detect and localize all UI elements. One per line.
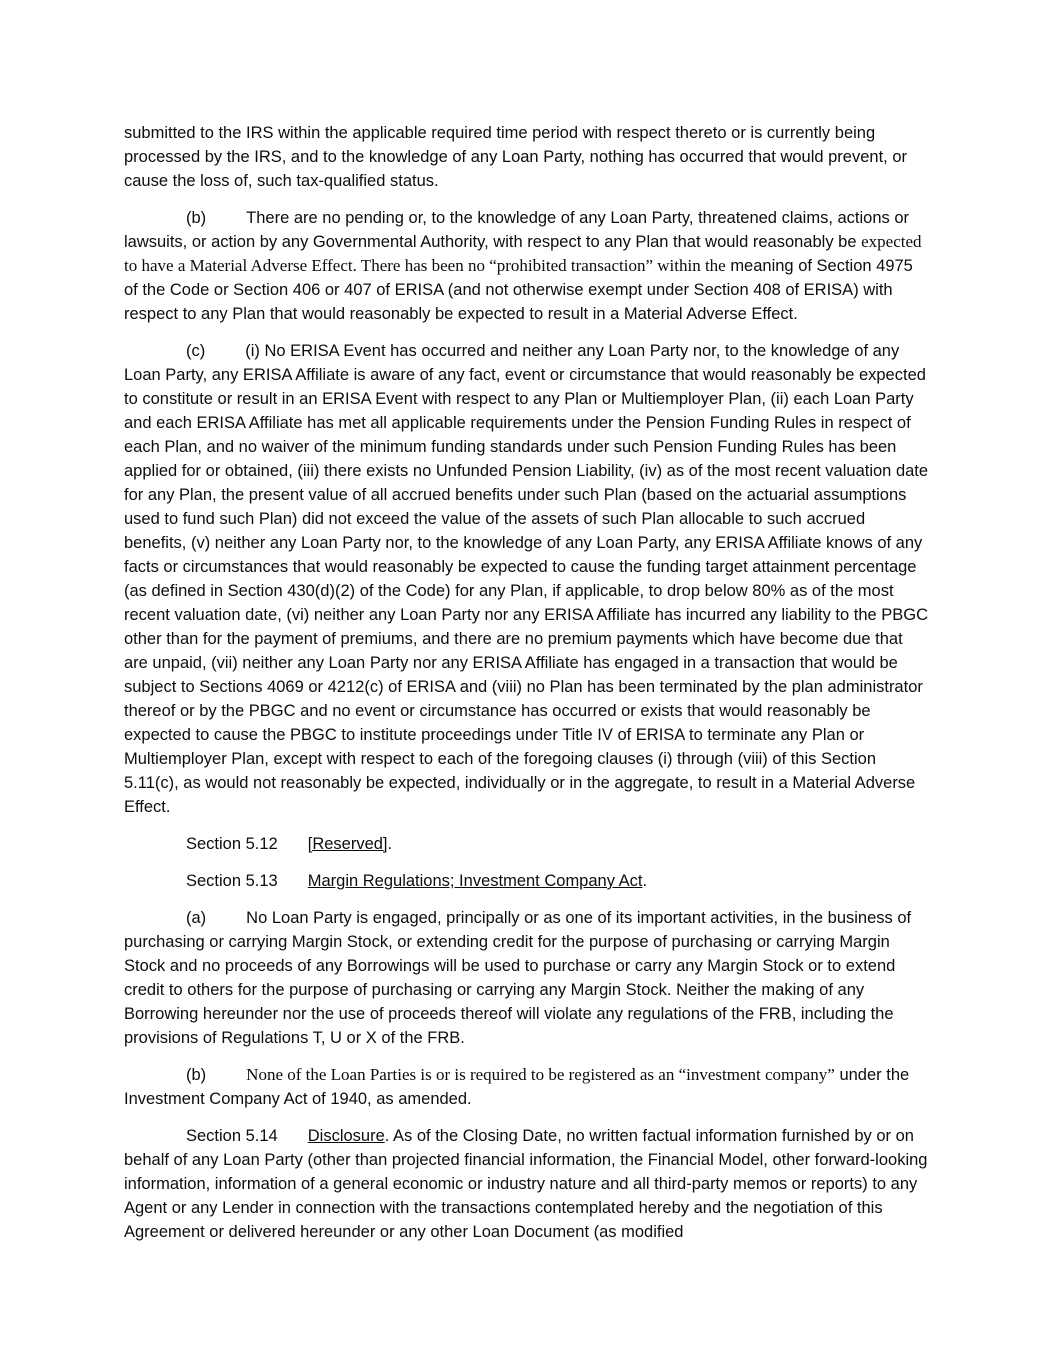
clause-label: (b): [186, 209, 207, 227]
first-line-indent: [124, 355, 186, 356]
paragraph-text: meaning of Section 4975 of the Code or Section 406 or 407 of ERISA (and not otherwise exempt under Section 408 of ERISA) with respect to any Plan that would reasonably be expected to result in a Material Adverse Effect.: [124, 257, 913, 323]
paragraph-5-13-b: [124, 1063, 930, 1111]
first-line-indent: [124, 848, 186, 849]
paragraph-text: submitted to the IRS within the applicable required time period with respect thereto or is currently being processed by the IRS, and to the knowledge of any Loan Party, nothing has occurred that would prevent, or cause the loss of, such tax-qualified status.: [124, 124, 908, 190]
paragraph-5-11-c: [124, 339, 930, 819]
clause-label: (c): [186, 342, 206, 360]
tab-spacer: [278, 885, 308, 886]
paragraph-text: under the Investment Company Act of 1940, as amended.: [124, 1066, 910, 1108]
section-heading-5-13: [124, 869, 930, 893]
tab-spacer: [206, 1079, 246, 1080]
paragraph-5-13-a: [124, 906, 930, 1050]
tab-spacer: [206, 222, 246, 223]
tab-spacer: [278, 1140, 308, 1141]
first-line-indent: [124, 1140, 186, 1141]
paragraph-text-serif: None of the Loan Parties is or is required to be registered as an “investment company”: [246, 1065, 835, 1084]
section-title-period: .: [642, 872, 648, 890]
section-heading-5-12: [124, 832, 930, 856]
section-title-period: .: [387, 835, 393, 853]
paragraph-5-14: [124, 1124, 930, 1244]
paragraph-text-serif: expected to have a Material Adverse Effect. There has been no “prohibited transaction” within the: [124, 232, 922, 275]
first-line-indent: [124, 222, 186, 223]
paragraph-text: . As of the Closing Date, no written factual information furnished by or on behalf of any Loan Party (other than projected financial information, the Financial Model, other forward-looking information, information of a general economic or industry nature and all third-party memos or reports) to any Agent or any Lender in connection with the transactions contemplated hereby and the negotiation of this Agreement or delivered hereunder or any other Loan Document (as modified: [124, 1127, 928, 1241]
paragraph-text: (i) No ERISA Event has occurred and neither any Loan Party nor, to the knowledge of any Loan Party, any ERISA Affiliate is aware of any fact, event or circumstance that would reasonably be expected to constitute or result in an ERISA Event with respect to any Plan or Multiemployer Plan, (ii) each Loan Party and each ERISA Affiliate has met all applicable requirements under the Pension Funding Rules in respect of each Plan, and no waiver of the minimum funding standards under such Pension Funding Rules has been applied for or obtained, (iii) there exists no Unfunded Pension Liability, (iv) as of the most recent valuation date for any Plan, the present value of all accrued benefits under such Plan (based on the actuarial assumptions used to fund such Plan) did not exceed the value of the assets of such Plan allocable to such accrued benefits, (v) neither any Loan Party nor, to the knowledge of any Loan Party, any ERISA Affiliate knows of any facts or circumstances that would reasonably be expected to cause the funding target attainment percentage (as defined in Section 430(d)(2) of the Code) for any Plan, if applicable, to drop below 80% as of the most recent valuation date, (vi) neither any Loan Party nor any ERISA Affiliate has incurred any liability to the PBGC other than for the payment of premiums, and there are no premium payments which have become due that are unpaid, (vii) neither any Loan Party nor any ERISA Affiliate has engaged in a transaction that would be subject to Sections 4069 or 4212(c) of ERISA and (viii) no Plan has been terminated by the plan administrator thereof or by the PBGC and no event or circumstance has occurred or exists that would reasonably be expected to cause the PBGC to institute proceedings under Title IV of ERISA to terminate any Plan or Multiemployer Plan, except with respect to each of the foregoing clauses (i) through (viii) of this Section 5.11(c), as would not reasonably be expected, individually or in the aggregate, to result in a Material Adverse Effect.: [124, 342, 929, 816]
section-title: Disclosure: [307, 1127, 385, 1145]
section-number: Section 5.14: [186, 1127, 278, 1145]
paragraph-5-11-b: [124, 206, 930, 326]
clause-label: (b): [186, 1066, 207, 1084]
paragraph-text: There are no pending or, to the knowledge of any Loan Party, threatened claims, actions or lawsuits, or action by any Governmental Authority, with respect to any Plan that would reasonably be: [124, 209, 910, 251]
section-title: Margin Regulations; Investment Company Act: [307, 872, 643, 890]
first-line-indent: [124, 922, 186, 923]
tab-spacer: [205, 355, 245, 356]
first-line-indent: [124, 885, 186, 886]
clause-label: (a): [186, 909, 207, 927]
section-number: Section 5.13: [186, 872, 278, 890]
section-number: Section 5.12: [186, 835, 278, 853]
tab-spacer: [278, 848, 308, 849]
section-title: [Reserved]: [307, 835, 388, 853]
paragraph-text: No Loan Party is engaged, principally or as one of its important activities, in the business of purchasing or carrying Margin Stock, or extending credit for the purpose of purchasing or carrying Margin Stock and no proceeds of any Borrowings will be used to purchase or carry any Margin Stock or to extend credit to others for the purpose of purchasing or carrying any Margin Stock. Neither the making of any Borrowing hereunder nor the use of proceeds thereof will violate any regulations of the FRB, including the provisions of Regulations T, U or X of the FRB.: [124, 909, 912, 1047]
tab-spacer: [206, 922, 246, 923]
paragraph-continuation: [124, 121, 930, 193]
first-line-indent: [124, 1079, 186, 1080]
